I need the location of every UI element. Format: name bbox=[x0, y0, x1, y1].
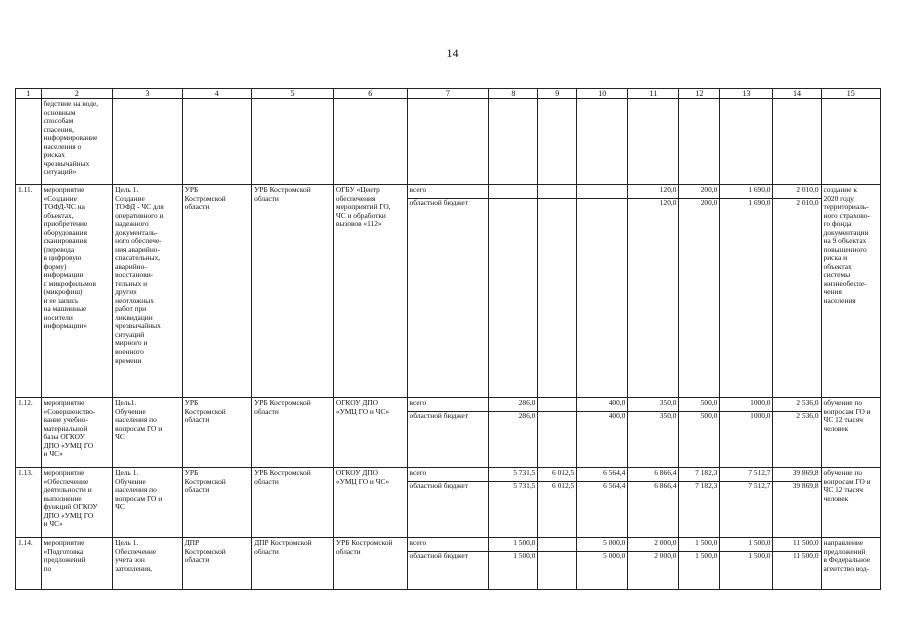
amount-col-12 bbox=[679, 468, 720, 538]
budget-line: 1000,0 bbox=[720, 399, 772, 412]
table-cell bbox=[182, 99, 252, 185]
amount-col-10 bbox=[577, 538, 628, 590]
budget-line: 120,0 bbox=[628, 186, 678, 199]
budget-line: 7 512,7 bbox=[748, 481, 771, 491]
expected-result: направление предложений в Федеральное агентство вод- bbox=[821, 538, 880, 590]
table-cell bbox=[407, 99, 489, 185]
budget-line: 6 012,5 bbox=[552, 481, 575, 491]
table-cell bbox=[538, 99, 577, 185]
event-description: мероприятие «Подготовка предложений по bbox=[41, 538, 113, 590]
budget-line: 11 500,0 bbox=[792, 551, 819, 561]
budget-line: 2 010,0 bbox=[796, 198, 819, 208]
table-cell bbox=[679, 99, 720, 185]
budget-line: областной бюджет bbox=[409, 411, 468, 421]
amount-col-8 bbox=[489, 185, 538, 398]
budget-line: 2 536,0 bbox=[773, 399, 820, 412]
event-description: мероприятие «Обеспечение деятельности и выполнение функций ОГКОУ ДПО «УМЦ ГО и ЧС» bbox=[41, 468, 113, 538]
budget-line: 11 500,0 bbox=[773, 539, 820, 552]
table-row bbox=[16, 468, 881, 538]
budget-line bbox=[577, 199, 627, 211]
budget-line: 39 869,8 bbox=[773, 469, 820, 482]
budget-line: всего bbox=[408, 539, 489, 552]
amount-col-9 bbox=[538, 398, 577, 468]
amount-col-11 bbox=[628, 185, 679, 398]
table-row-continuation bbox=[16, 99, 881, 185]
budget-line: 6 866,4 bbox=[628, 469, 678, 482]
budget-line: 7 182,3 bbox=[695, 481, 718, 491]
table-row bbox=[16, 185, 881, 398]
amount-col-12 bbox=[679, 185, 720, 398]
budget-line: 1 500,0 bbox=[720, 539, 772, 552]
row-number: 1.11. bbox=[16, 185, 42, 398]
budget-line bbox=[489, 199, 537, 211]
amount-total bbox=[773, 468, 821, 538]
amount-col-10 bbox=[577, 185, 628, 398]
budget-line bbox=[538, 552, 576, 564]
amount-col-8 bbox=[489, 468, 538, 538]
amount-col-9 bbox=[538, 538, 577, 590]
budget-line: 350,0 bbox=[628, 399, 678, 412]
event-description: мероприятие «Совершенство- вание учебно- материальной базы ОГКОУ ДПО «УМЦ ГО и ЧС» bbox=[41, 398, 113, 468]
column-header: 14 bbox=[773, 89, 821, 99]
budget-line: всего bbox=[408, 399, 489, 412]
budget-line: областной бюджет bbox=[409, 551, 468, 561]
goal-text: Цель 1. Обучение населения по вопросам ГО и ЧС bbox=[113, 468, 183, 538]
budget-line: 200,0 bbox=[700, 198, 718, 208]
amount-total bbox=[773, 538, 821, 590]
amount-col-13 bbox=[720, 398, 773, 468]
column-header: 15 bbox=[821, 89, 880, 99]
budget-line: 1 500,0 bbox=[489, 539, 537, 552]
amount-total bbox=[773, 398, 821, 468]
funding-source bbox=[407, 538, 489, 590]
budget-line: 39 869,8 bbox=[792, 481, 819, 491]
amount-col-11 bbox=[628, 468, 679, 538]
column-header: 11 bbox=[628, 89, 679, 99]
coexecutor: УРБ Костромской области bbox=[252, 185, 334, 398]
budget-line bbox=[538, 186, 576, 199]
budget-line bbox=[538, 199, 576, 211]
budget-line: 7 512,7 bbox=[720, 469, 772, 482]
expected-result: создание к 2020 году территориаль- ного страхово- го фонда документации на 9 объектах повышенного риска и объектах системы жизнеобеспе- чения населения bbox=[821, 185, 880, 398]
expected-result: обучение по вопросам ГО и ЧС 12 тысяч человек bbox=[821, 468, 880, 538]
budget-line: 500,0 bbox=[679, 399, 719, 412]
funding-source bbox=[407, 398, 489, 468]
event-description: мероприятие «Создание ТОФД-ЧС на объектах, приобретение оборудования сканирования (перевода в цифровую форму) информации с микрофильмов (микрофиш) и ее запись на машинные носители информации» bbox=[41, 185, 113, 398]
table-cell bbox=[16, 99, 42, 185]
budget-line bbox=[577, 186, 627, 199]
column-header: 1 bbox=[16, 89, 42, 99]
column-header: 7 bbox=[407, 89, 489, 99]
column-header: 9 bbox=[538, 89, 577, 99]
column-header: 5 bbox=[252, 89, 334, 99]
amount-col-9 bbox=[538, 468, 577, 538]
table-cell bbox=[720, 99, 773, 185]
budget-line: областной бюджет bbox=[409, 198, 468, 208]
responsible-executor: УРБ Костромской области bbox=[182, 468, 252, 538]
participant: ОГКОУ ДПО «УМЦ ГО и ЧС» bbox=[333, 398, 407, 468]
table-row bbox=[16, 538, 881, 590]
table-row bbox=[16, 398, 881, 468]
table-cell bbox=[333, 99, 407, 185]
row-number: 1.13. bbox=[16, 468, 42, 538]
page-number: 14 bbox=[446, 46, 459, 60]
budget-line: 5 731,5 bbox=[489, 469, 537, 482]
responsible-executor: УРБ Костромской области bbox=[182, 185, 252, 398]
budget-line: областной бюджет bbox=[409, 481, 468, 491]
table-cell bbox=[821, 99, 880, 185]
budget-line: 2 536,0 bbox=[796, 411, 819, 421]
budget-line: 1 690,0 bbox=[748, 198, 771, 208]
amount-col-11 bbox=[628, 398, 679, 468]
budget-line: 120,0 bbox=[659, 198, 677, 208]
amount-col-9 bbox=[538, 185, 577, 398]
budget-line: 400,0 bbox=[608, 411, 626, 421]
column-header: 12 bbox=[679, 89, 720, 99]
budget-line: 286,0 bbox=[489, 399, 537, 412]
table-cell bbox=[773, 99, 821, 185]
coexecutor: УРБ Костромской области bbox=[252, 398, 334, 468]
budget-line bbox=[538, 539, 576, 552]
column-header: 6 bbox=[333, 89, 407, 99]
column-header: 8 bbox=[489, 89, 538, 99]
amount-col-12 bbox=[679, 538, 720, 590]
budget-line: 5 000,0 bbox=[577, 539, 627, 552]
responsible-executor: УРБ Костромской области bbox=[182, 398, 252, 468]
budget-line: 286,0 bbox=[518, 411, 536, 421]
participant: ОГБУ «Центр обеспечения мероприятий ГО, ЧС и обработки вызовов «112» bbox=[333, 185, 407, 398]
budget-line bbox=[538, 399, 576, 412]
responsible-executor: ДПР Костромской области bbox=[182, 538, 252, 590]
budget-line: 200,0 bbox=[679, 186, 719, 199]
budget-line: 1 500,0 bbox=[679, 539, 719, 552]
budget-line: 2 000,0 bbox=[654, 551, 677, 561]
amount-col-10 bbox=[577, 398, 628, 468]
budget-line: 2 010,0 bbox=[773, 186, 820, 199]
funding-source bbox=[407, 185, 489, 398]
column-header: 4 bbox=[182, 89, 252, 99]
amount-total bbox=[773, 185, 821, 398]
budget-line: 5 731,5 bbox=[513, 481, 536, 491]
budget-line: 350,0 bbox=[659, 411, 677, 421]
table-cell bbox=[113, 99, 183, 185]
amount-col-8 bbox=[489, 398, 538, 468]
goal-text: Цель 1. Создание ТОФД - ЧС для оперативного и надежного документаль- ного обеспече- ния аварийно- спасательных, аварийно- восстанови- тельных и других неотложных работ при ликвидации чрезвычайных ситуаций мирного и военного времени bbox=[113, 185, 183, 398]
event-description: бедствие на воде, основным способам спасения, информирование населения о рисках чрезвычайных ситуаций» bbox=[41, 99, 113, 185]
budget-line: всего bbox=[408, 186, 489, 199]
participant: ОГКОУ ДПО «УМЦ ГО и ЧС» bbox=[333, 468, 407, 538]
table-cell bbox=[489, 99, 538, 185]
row-number: 1.12. bbox=[16, 398, 42, 468]
goal-text: Цель 1. Обеспечение учета зон затопления, bbox=[113, 538, 183, 590]
amount-col-10 bbox=[577, 468, 628, 538]
budget-line: 1 500,0 bbox=[513, 551, 536, 561]
table-cell bbox=[252, 99, 334, 185]
budget-line: 6 012,5 bbox=[538, 469, 576, 482]
column-header: 13 bbox=[720, 89, 773, 99]
program-table bbox=[15, 88, 881, 590]
budget-line: 2 000,0 bbox=[628, 539, 678, 552]
budget-line: 1 500,0 bbox=[748, 551, 771, 561]
row-number: 1.14. bbox=[16, 538, 42, 590]
budget-line: 6 564,4 bbox=[603, 481, 626, 491]
funding-source bbox=[407, 468, 489, 538]
amount-col-13 bbox=[720, 468, 773, 538]
budget-line: всего bbox=[408, 469, 489, 482]
budget-line: 6 866,4 bbox=[654, 481, 677, 491]
table-cell bbox=[628, 99, 679, 185]
column-header: 2 bbox=[41, 89, 113, 99]
column-header: 10 bbox=[577, 89, 628, 99]
amount-col-13 bbox=[720, 538, 773, 590]
budget-line: 1000,0 bbox=[750, 411, 771, 421]
amount-col-11 bbox=[628, 538, 679, 590]
participant: УРБ Костромской области bbox=[333, 538, 407, 590]
budget-line: 6 564,4 bbox=[577, 469, 627, 482]
budget-line: 500,0 bbox=[700, 411, 718, 421]
column-header: 3 bbox=[113, 89, 183, 99]
amount-col-12 bbox=[679, 398, 720, 468]
budget-line: 7 182,3 bbox=[679, 469, 719, 482]
expected-result: обучение по вопросам ГО и ЧС 12 тысяч человек bbox=[821, 398, 880, 468]
budget-line bbox=[538, 412, 576, 424]
budget-line: 5 000,0 bbox=[603, 551, 626, 561]
amount-col-13 bbox=[720, 185, 773, 398]
budget-line: 1 690,0 bbox=[720, 186, 772, 199]
table-cell bbox=[577, 99, 628, 185]
goal-text: Цель1. Обучение населения по вопросам ГО и ЧС bbox=[113, 398, 183, 468]
coexecutor: УРБ Костромской области bbox=[252, 468, 334, 538]
budget-line bbox=[489, 186, 537, 199]
budget-line: 400,0 bbox=[577, 399, 627, 412]
amount-col-8 bbox=[489, 538, 538, 590]
budget-line: 1 500,0 bbox=[695, 551, 718, 561]
coexecutor: ДПР Костромской области bbox=[252, 538, 334, 590]
column-number-row bbox=[16, 89, 881, 99]
